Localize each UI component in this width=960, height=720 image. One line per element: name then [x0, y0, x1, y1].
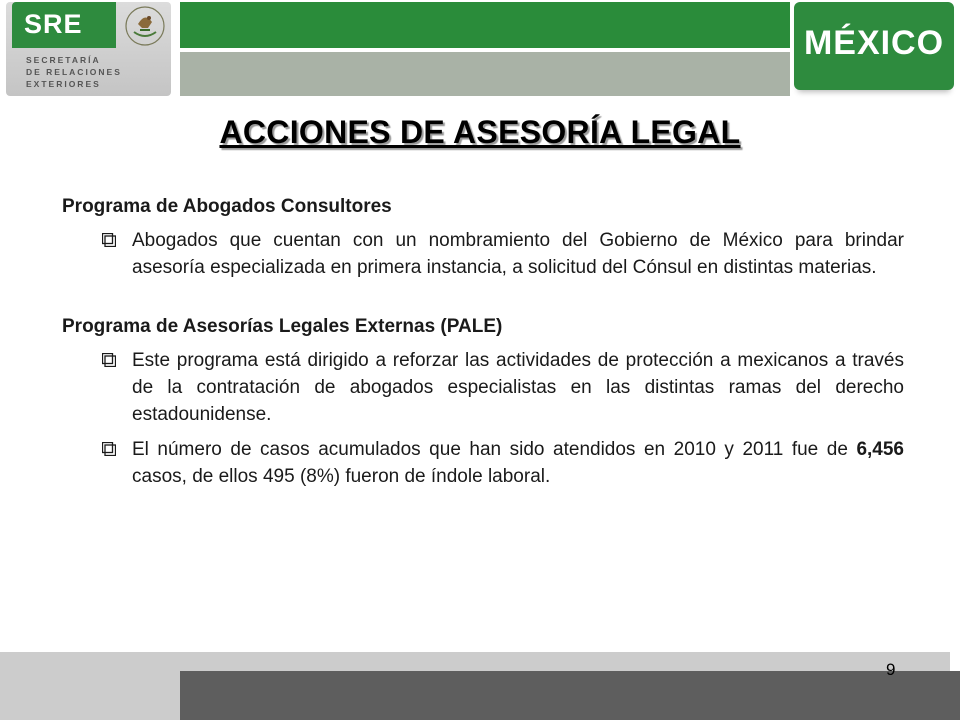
mexico-logo-text: MÉXICO — [803, 24, 945, 62]
page-number: 9 — [886, 660, 896, 679]
sre-subtitle-line: SECRETARÍA — [26, 55, 101, 65]
slide-title: ACCIONES DE ASESORÍA LEGAL — [219, 114, 741, 150]
slide-content — [62, 195, 904, 490]
sre-subtitle — [26, 54, 122, 90]
footer-dark-bar — [180, 671, 960, 720]
sre-logo-text: SRE — [24, 9, 83, 39]
list-item-text: Este programa está dirigido a reforzar las actividades de protección a mexicanos a través de la contratación de abogados especialistas en las distintas ramas del derecho estadounidense. — [132, 350, 904, 425]
sre-subtitle-line: EXTERIORES — [26, 79, 101, 89]
list-item — [62, 436, 904, 490]
mexico-logo — [794, 2, 954, 90]
sre-logo-green-block — [12, 2, 116, 48]
section-heading: Programa de Abogados Consultores — [62, 196, 392, 217]
sre-subtitle-line: DE RELACIONES — [26, 67, 122, 77]
checkbox-bullet-icon — [102, 442, 116, 456]
checkbox-bullet-icon — [102, 353, 116, 367]
list-item-text: El número de casos acumulados que han sido atendidos en 2010 y 2011 fue de — [132, 439, 857, 460]
checkbox-bullet-icon — [102, 233, 116, 247]
header-green-bar — [180, 2, 790, 48]
section-heading: Programa de Asesorías Legales Externas (PALE) — [62, 316, 503, 337]
header-gray-bar — [180, 52, 790, 96]
highlighted-number: 6,456 — [856, 439, 904, 460]
list-item-text: casos, de ellos 495 (8%) fueron de índole laboral. — [132, 466, 551, 487]
list-item — [62, 347, 904, 428]
sre-logo — [6, 2, 171, 96]
list-item — [62, 227, 904, 281]
mexico-seal-icon — [118, 4, 172, 48]
list-item-text: Abogados que cuentan con un nombramiento del Gobierno de México para brindar asesoría especializada en primera instancia, a solicitud del Cónsul en distintas materias. — [132, 230, 904, 278]
